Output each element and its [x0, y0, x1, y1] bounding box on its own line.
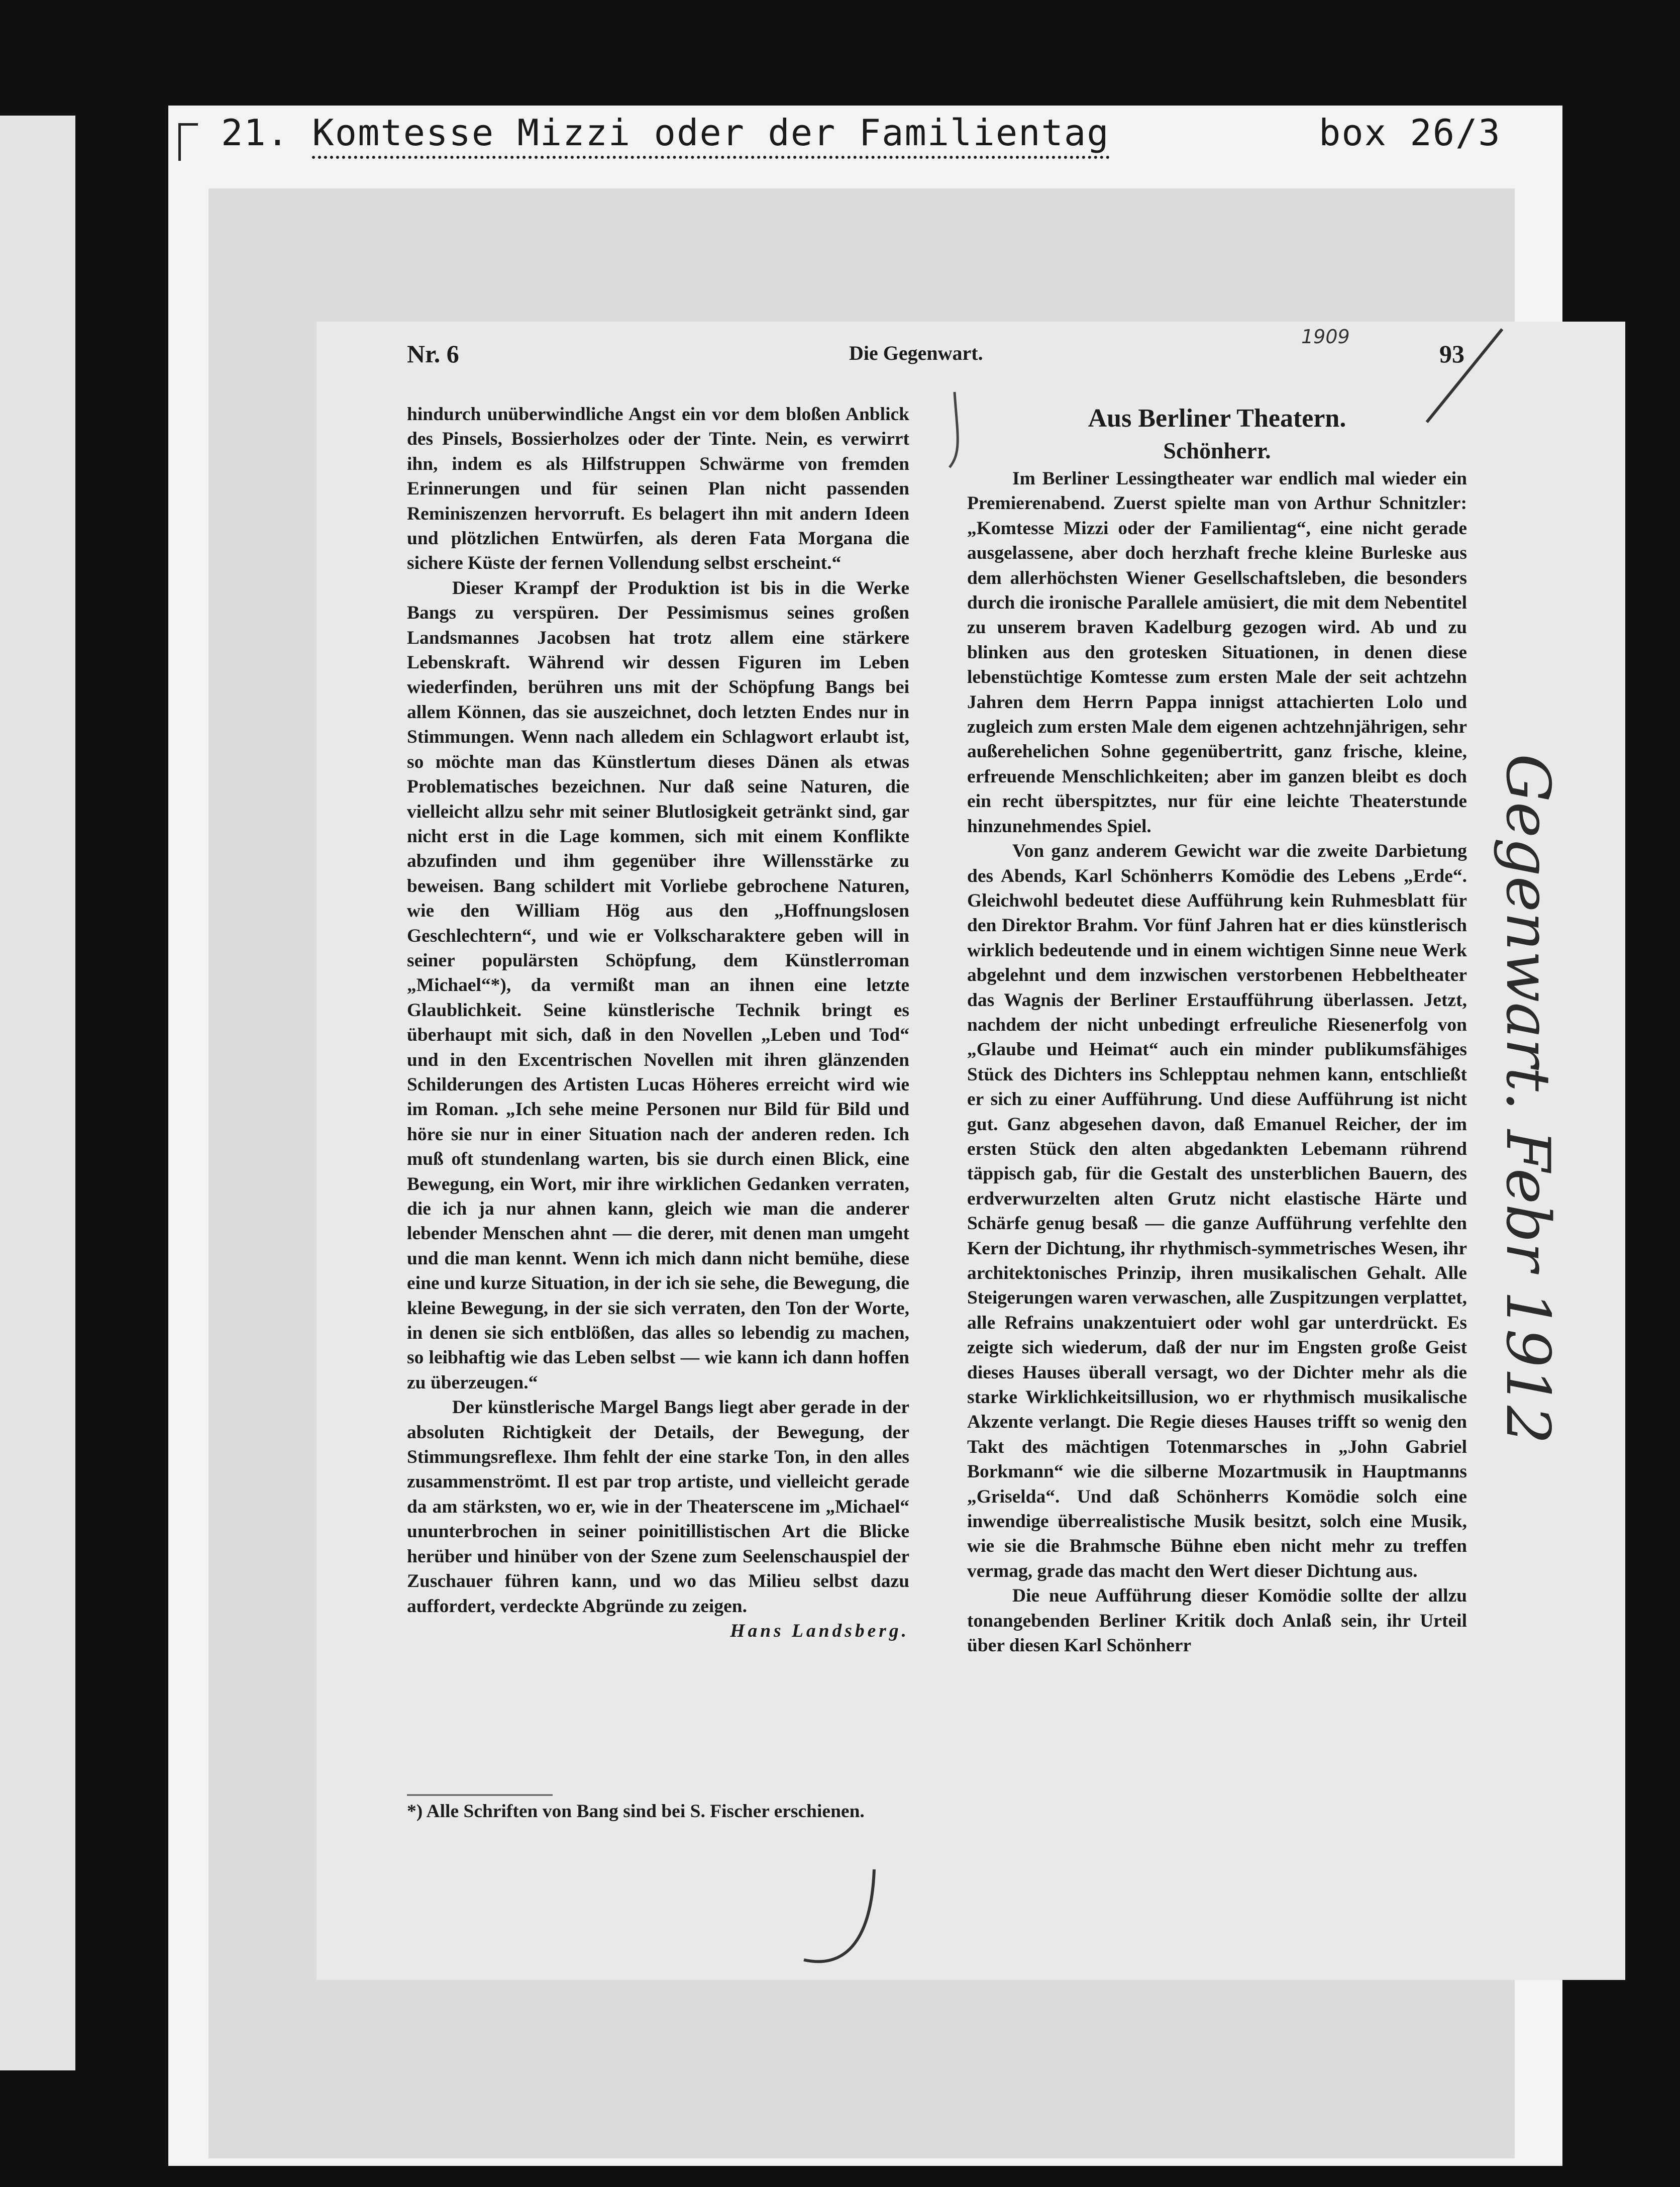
- right-paragraph-1: Im Berliner Lessingtheater war endlich mal wieder ein Premierenabend. Zuerst spielte man von Arthur Schnitzler: „Komtesse Mizzi oder der Familientag“, eine nicht gerade ausgelassene, aber doch herzhaft freche kleine Burleske aus dem allerhöchsten Wiener Gesellschaftsleben, die besonders durch die ironische Parallele amüsiert, die mit dem Nebentitel zu unserem braven Kadelburg gezogen wird. Ab und zu blinken aus den grotesken Situationen, in denen diese lebenstüchtige Komtesse zum ersten Male der seit achtzehn Jahren dem Herrn Pappa innigst attachierten Lolo und zugleich zum ersten Male dem eigenen achtzehnjährigen, sehr außerehelichen Sohne gegenübertritt, ganz frische, kleine, erfreuende Menschlichkeiten; aber im ganzen bleibt es doch ein recht überspitztes, nur für eine leichte Theaterstunde hinzunehmendes Spiel.: [967, 468, 1467, 837]
- archive-title-prefix: 21.: [221, 112, 290, 154]
- pencil-stroke-top-right: [1427, 329, 1502, 422]
- left-paragraph-3: Der künstlerische Margel Bangs liegt aber gerade in der absoluten Richtigkeit der Details, der Bewegung, der Stimmungsreflexe. Ihm fehlt der eine starke Ton, in den alles zusammenströmt. Il est par trop artiste, und vielleicht gerade da am stärksten, wo er, wie in der Theaterscene im „Michael“ ununterbrochen in seiner poinitillistischen Art die Blicke herüber und hinüber von der Szene zum Seelenschauspiel der Zuschauer führen kann, und wo das Milieu selbst dazu auffordert, verdeckte Abgründe zu zeigen.: [407, 1397, 909, 1617]
- left-paragraph-2: Dieser Krampf der Produktion ist bis in die Werke Bangs zu verspüren. Der Pessimismus seines großen Landsmannes Jacobsen hat trotz allem eine stärkere Lebenskraft. Während wir dessen Figuren im Leben wiederfinden, berühren uns mit der Schöpfung Bangs bei allem Können, das sie auszeichnet, doch letzten Endes nur in Stimmungen. Wenn nach alledem ein Schlagwort erlaubt ist, so möchte man das Künstlertum dieses Dänen als etwas Problematisches bezeichnen. Nur daß seine Naturen, die vielleicht allzu sehr mit seiner Blutlosigkeit getränkt sind, gar nicht erst in die Lage kommen, sich mit einem Konflikte abzufinden und ihm gegenüber ihre Willensstärke zu beweisen. Bang schildert mit Vorliebe gebrochene Naturen, wie den William Hög aus den „Hoffnungslosen Geschlechtern“, und wie er Volkscharaktere geben will in seiner populärsten Schöpfung, dem Künstlerroman „Michael“*), da vermißt man an ihnen eine letzte Glaublichkeit. Seine künstlerische Technik bringt es überhaupt mit sich, daß in den Novellen „Leben und Tod“ und in den Excentrischen Novellen mit ihren glänzenden Schilderungen des Artisten Lucas Höheres erreicht wird wie im Roman. „Ich sehe meine Personen nur Bild für Bild und höre sie nur in einer Situation nach der anderen reden. Ich muß oft stundenlang warten, bis sie durch einen Blick, eine Bewegung, ein Wort, mir ihre wirklichen Gedanken verraten, die ich ja nur ahnen kann, gleich wie man die anderer lebender Menschen ahnt — die derer, mit denen man umgeht und die man kennt. Wenn ich mich dann nicht bemühe, diese eine und kurze Situation, in der ich sie sehe, die Bewegung, die kleine Bewegung, in der sie sich verraten, den Ton der Worte, in denen sie sich entblößen, das alles so lebendig zu machen, so leibhaftig wie das Leben selbst — wie kann ich dann hoffen zu überzeugen.“: [407, 577, 909, 1393]
- pencil-annotation-text: Gegenwart. Febr 1912: [1493, 754, 1562, 1444]
- right-paragraph-3: Die neue Aufführung dieser Komödie sollte der allzu tonangebenden Berliner Kritik doch Anlaß sein, ihr Urteil über diesen Karl Schönherr: [967, 1585, 1467, 1656]
- article-subtitle: Schönherr.: [1163, 438, 1271, 463]
- right-paragraph-2: Von ganz anderem Gewicht war die zweite Darbietung des Abends, Karl Schönherrs Komödie des Lebens „Erde“. Gleichwohl bedeutet diese Aufführung kein Ruhmesblatt für den Direktor Brahm. Vor fünf Jahren hat er dies künstlerisch wirklich bedeutende und in einem wichtigen Sinne neue Werk abgelehnt und dem inzwischen verstorbenen Hebbeltheater das Wagnis der Berliner Erstaufführung überlassen. Jetzt, nachdem der nicht unbedingt erfreuliche Riesenerfolg von „Glaube und Heimat“ auch ein minder publikumsfähiges Stück des Dichters ins Schlepptau nehmen kann, entschließt er sich zu einer Aufführung. Und diese Aufführung ist nicht gut. Ganz abgesehen davon, daß Emanuel Reicher, der im ersten Stück den alten abgedankten Lebemann rührend täppisch gab, für die Gestalt des unsterblichen Bauern, des erdverwurzelten alten Grutz nicht elastische Härte und Schärfe genug besaß — die ganze Aufführung verfehlte den Kern der Dichtung, ihr rhythmisch-symmetrisches Wesen, ihr architektonisches Prinzip, ihren musikalischen Gehalt. Alle Steigerungen waren verwaschen, alle Zuspitzungen verplattet, alle Refrains unakzentuiert oder wohl gar unterdrückt. Es zeigte sich wiederum, daß der nur im Engsten große Geist dieses Hauses überall versagt, wo der Dichter mehr als die starke Wirklichkeitsillusion, wo er rhythmisch musikalische Akzente verlangt. Die Regie dieses Hauses trifft so wenig den Takt des mächtigen Totenmarsches in „John Gabriel Borkmann“ wie die silberne Mozartmusik in Hauptmanns „Griselda“. Und daß Schönherrs Komödie solch eine inwendige überrealistische Musik besitzt, solch eine Musik, wie sie die Brahmsche Bühne eben nicht mehr zu treffen vermag, grade das macht den Wert dieser Dichtung aus.: [967, 841, 1467, 1581]
- article-title: Aus Berliner Theatern.: [1088, 404, 1346, 433]
- archive-title-text: Komtesse Mizzi oder der Familientag: [312, 112, 1109, 159]
- page-number: 93: [1439, 340, 1464, 368]
- pencil-stroke-bottom: [804, 1869, 874, 1961]
- ink-stamp: 1909: [1301, 326, 1350, 348]
- left-paragraph-1: hindurch unüberwindliche Angst ein vor dem bloßen Anblick des Pinsels, Bossierholzes oder der Tinte. Nein, es verwirrt ihn, indem es als Hilfstruppen Schwärme von fremden Erinnerungen und für seinen Plan nicht passenden Reminiszenzen hervorruft. Es belagert ihn mit andern Ideen und plötzlichen Entwürfen, als deren Fata Morgana die sichere Küste der fernen Vollendung selbst erscheint.“: [407, 404, 909, 574]
- issue-number: Nr. 6: [407, 340, 459, 368]
- footnote: *) Alle Schriften von Bang sind bei S. Fischer erschienen.: [407, 1801, 865, 1822]
- author-signature: Hans Landsberg.: [730, 1620, 909, 1641]
- archive-box-number: box 26/3: [1319, 112, 1501, 154]
- pencil-stroke-column-divider: [950, 392, 958, 467]
- publication-name: Die Gegenwart.: [849, 342, 983, 364]
